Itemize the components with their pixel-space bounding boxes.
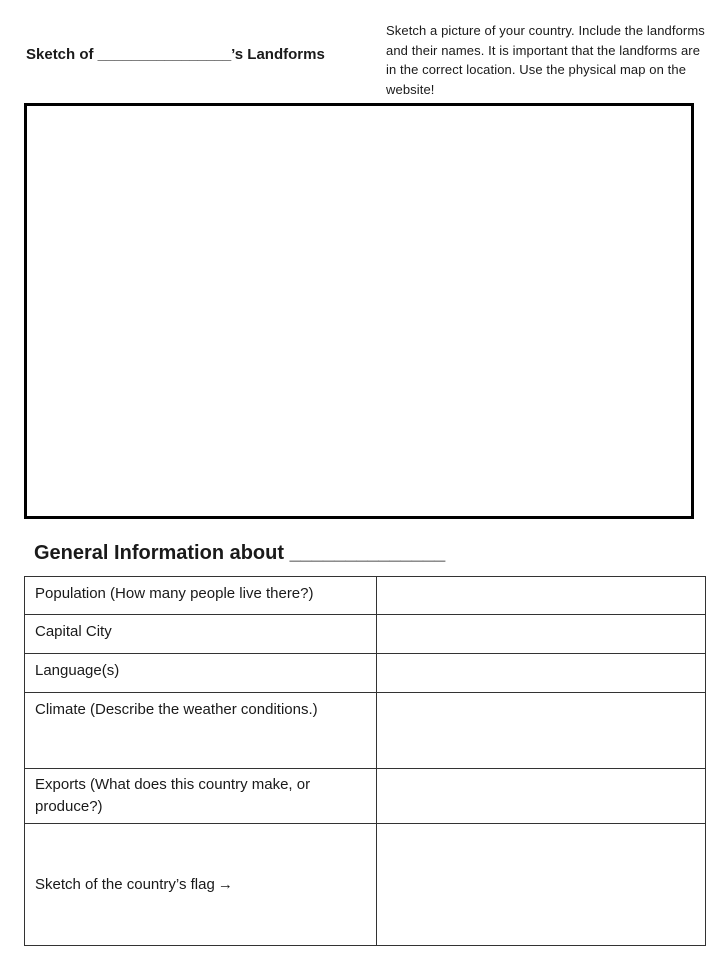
landform-sketch-area[interactable] xyxy=(24,103,694,519)
climate-answer-cell[interactable] xyxy=(377,693,706,769)
exports-answer-cell[interactable] xyxy=(377,769,706,824)
capital-city-answer-cell[interactable] xyxy=(377,615,706,654)
flag-sketch-label-cell xyxy=(25,824,377,946)
capital-city-label: Capital City xyxy=(25,615,377,654)
population-answer-cell[interactable] xyxy=(377,577,706,615)
table-row xyxy=(25,693,706,769)
table-row xyxy=(25,577,706,615)
right-arrow-icon: → xyxy=(217,875,233,893)
flag-sketch-label: Sketch of the country’s flag xyxy=(35,875,215,893)
exports-label: Exports (What does this country make, or produce?) xyxy=(25,769,377,824)
table-row xyxy=(25,615,706,654)
climate-label: Climate (Describe the weather conditions.) xyxy=(25,693,377,769)
table-row xyxy=(25,769,706,824)
table-row xyxy=(25,824,706,946)
language-label: Language(s) xyxy=(25,654,377,693)
flag-sketch-area[interactable] xyxy=(377,824,706,946)
language-answer-cell[interactable] xyxy=(377,654,706,693)
general-information-table xyxy=(24,576,706,946)
sketch-title: Sketch of ________________’s Landforms xyxy=(26,46,325,63)
population-label: Population (How many people live there?) xyxy=(25,577,377,615)
sketch-instructions: Sketch a picture of your country. Include the landforms and their names. It is important that the landforms are in the correct location. Use the physical map on the website! xyxy=(386,23,705,97)
general-information-heading: General Information about ______________ xyxy=(34,542,446,564)
table-row xyxy=(25,654,706,693)
